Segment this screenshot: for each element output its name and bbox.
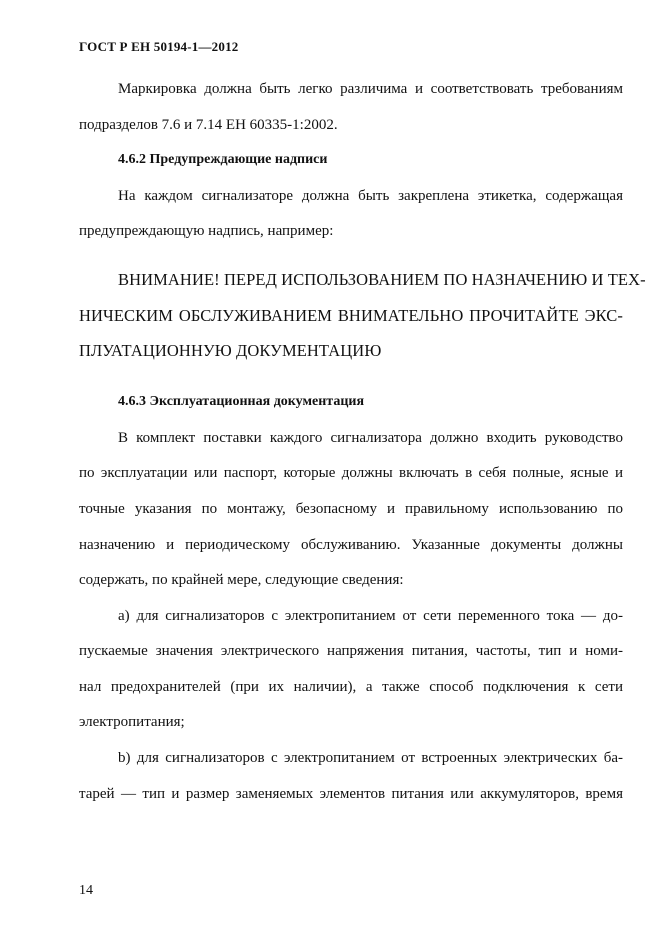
warning-text-line: ВНИМАНИЕ! ПЕРЕД ИСПОЛЬЗОВАНИЕМ ПО НАЗНАЧЕНИЮ И ТЕХ- xyxy=(118,270,646,289)
list-item-line: b) для сигнализаторов с электропитанием от встроенных электрических ба- xyxy=(118,750,623,766)
paragraph-line: подразделов 7.6 и 7.14 ЕН 60335-1:2002. xyxy=(79,117,338,133)
section-heading: 4.6.2 Предупреждающие надписи xyxy=(118,152,328,167)
paragraph-line: На каждом сигнализаторе должна быть закреплена этикетка, содержащая xyxy=(118,188,623,204)
list-item-line: пускаемые значения электрического напряжения питания, частоты, тип и номи- xyxy=(79,643,623,659)
paragraph-line: содержать, по крайней мере, следующие сведения: xyxy=(79,572,404,588)
paragraph-line: назначению и периодическому обслуживанию. Указанные документы должны xyxy=(79,537,623,553)
list-item-line: электропитания; xyxy=(79,714,185,730)
list-item-line: нал предохранителей (при их наличии), а также способ подключения к сети xyxy=(79,679,623,695)
paragraph-line: по эксплуатации или паспорт, которые должны включать в себя полные, ясные и xyxy=(79,465,623,481)
warning-text-line: ПЛУАТАЦИОННУЮ ДОКУМЕНТАЦИЮ xyxy=(79,341,382,360)
document-header: ГОСТ Р ЕН 50194-1—2012 xyxy=(79,39,239,54)
list-item-line: a) для сигнализаторов с электропитанием от сети переменного тока — до- xyxy=(118,608,623,624)
paragraph-line: Маркировка должна быть легко различима и соответствовать требованиям xyxy=(118,81,623,97)
list-item-line: тарей — тип и размер заменяемых элементов питания или аккумуляторов, время xyxy=(79,786,623,802)
warning-text-line: НИЧЕСКИМ ОБСЛУЖИВАНИЕМ ВНИМАТЕЛЬНО ПРОЧИТАЙТЕ ЭКС- xyxy=(79,306,623,325)
paragraph-line: предупреждающую надпись, например: xyxy=(79,223,334,239)
paragraph-line: В комплект поставки каждого сигнализатора должно входить руководство xyxy=(118,430,623,446)
paragraph-line: точные указания по монтажу, безопасному и правильному использованию по xyxy=(79,501,623,517)
section-heading: 4.6.3 Эксплуатационная документация xyxy=(118,394,365,409)
page-number: 14 xyxy=(79,883,93,898)
